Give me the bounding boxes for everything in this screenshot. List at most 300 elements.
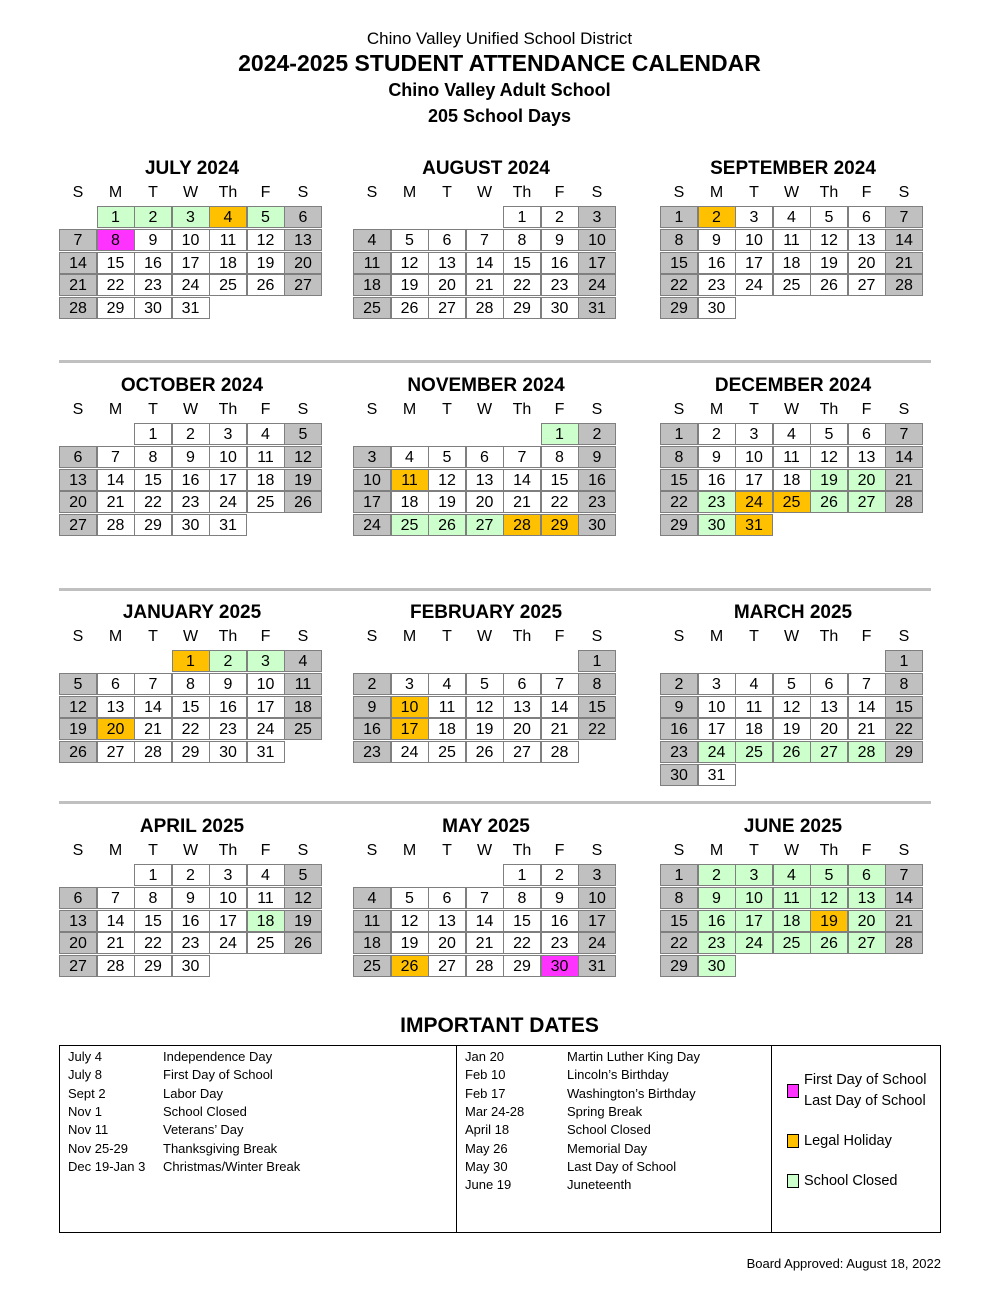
weekday-header: S bbox=[673, 628, 685, 645]
day-cell: 21 bbox=[503, 491, 541, 513]
day-cell: 23 bbox=[541, 274, 579, 296]
day-cell: 28 bbox=[503, 514, 541, 536]
day-cell: 25 bbox=[284, 718, 322, 740]
day-cell: 3 bbox=[735, 206, 773, 228]
weekday-header: S bbox=[297, 184, 309, 201]
weekday-header: F bbox=[554, 401, 565, 418]
day-cell: 20 bbox=[848, 469, 886, 491]
weekday-header: S bbox=[673, 184, 685, 201]
important-date: June 19 bbox=[465, 1177, 512, 1193]
day-cell: 26 bbox=[59, 741, 97, 763]
day-cell: 16 bbox=[353, 718, 391, 740]
day-cell: 23 bbox=[698, 491, 736, 513]
day-cell: 23 bbox=[578, 491, 616, 513]
day-cell: 23 bbox=[209, 718, 247, 740]
legal-holiday-swatch bbox=[787, 1134, 799, 1148]
day-cell: 27 bbox=[59, 955, 97, 977]
day-cell: 9 bbox=[353, 696, 391, 718]
weekday-header: S bbox=[366, 628, 378, 645]
day-cell: 26 bbox=[247, 274, 285, 296]
month-title: NOVEMBER 2024 bbox=[407, 375, 565, 396]
legend-first-day: First Day of School bbox=[804, 1072, 927, 1088]
day-cell: 8 bbox=[503, 887, 541, 909]
day-cell: 7 bbox=[885, 206, 923, 228]
day-cell: 7 bbox=[59, 229, 97, 251]
important-date: Nov 1 bbox=[68, 1103, 102, 1119]
day-cell: 18 bbox=[391, 491, 429, 513]
day-cell: 22 bbox=[660, 491, 698, 513]
day-cell: 12 bbox=[284, 887, 322, 909]
day-cell: 29 bbox=[660, 955, 698, 977]
day-cell: 10 bbox=[735, 887, 773, 909]
day-cell: 18 bbox=[209, 252, 247, 274]
weekday-header: M bbox=[402, 401, 417, 418]
day-cell: 5 bbox=[810, 864, 848, 886]
day-cell: 28 bbox=[466, 297, 504, 319]
day-cell: 8 bbox=[660, 229, 698, 251]
weekday-header: S bbox=[591, 628, 603, 645]
weekday-header: S bbox=[72, 842, 84, 859]
day-cell: 20 bbox=[848, 910, 886, 932]
day-cell: 2 bbox=[353, 673, 391, 695]
day-cell: 26 bbox=[391, 297, 429, 319]
weekday-header: F bbox=[260, 842, 271, 859]
day-cell: 17 bbox=[353, 491, 391, 513]
day-cell: 8 bbox=[134, 887, 172, 909]
day-cell: 6 bbox=[59, 446, 97, 468]
important-date: May 26 bbox=[465, 1140, 508, 1156]
row-divider bbox=[59, 360, 931, 363]
day-cell: 18 bbox=[428, 718, 466, 740]
weekday-header: W bbox=[182, 184, 199, 201]
day-cell: 11 bbox=[247, 887, 285, 909]
important-event: Memorial Day bbox=[567, 1140, 648, 1156]
weekday-header: S bbox=[366, 401, 378, 418]
day-cell: 28 bbox=[59, 297, 97, 319]
day-cell: 17 bbox=[735, 469, 773, 491]
day-cell: 22 bbox=[503, 274, 541, 296]
day-cell: 30 bbox=[134, 297, 172, 319]
day-cell: 16 bbox=[172, 910, 210, 932]
day-cell: 19 bbox=[391, 274, 429, 296]
weekday-header: F bbox=[861, 628, 872, 645]
day-cell: 4 bbox=[353, 229, 391, 251]
weekday-header: S bbox=[366, 842, 378, 859]
day-cell: 14 bbox=[97, 910, 135, 932]
legend-last-day: Last Day of School bbox=[804, 1093, 926, 1109]
day-cell: 16 bbox=[660, 718, 698, 740]
day-cell: 21 bbox=[885, 910, 923, 932]
day-cell: 18 bbox=[353, 932, 391, 954]
day-cell: 22 bbox=[97, 274, 135, 296]
important-date: Dec 19-Jan 3 bbox=[68, 1158, 146, 1174]
day-cell: 5 bbox=[391, 229, 429, 251]
day-cell: 20 bbox=[503, 718, 541, 740]
day-cell: 25 bbox=[353, 955, 391, 977]
important-event: Thanksgiving Break bbox=[163, 1140, 278, 1156]
day-cell: 28 bbox=[97, 955, 135, 977]
day-cell: 23 bbox=[660, 741, 698, 763]
month-title: APRIL 2025 bbox=[139, 816, 245, 837]
day-cell: 28 bbox=[885, 274, 923, 296]
day-cell: 22 bbox=[172, 718, 210, 740]
weekday-header: T bbox=[442, 842, 452, 859]
row-divider bbox=[59, 588, 931, 591]
day-cell: 17 bbox=[391, 718, 429, 740]
important-date: Nov 11 bbox=[68, 1122, 109, 1138]
day-cell: 12 bbox=[428, 469, 466, 491]
day-cell: 7 bbox=[885, 423, 923, 445]
day-cell: 24 bbox=[353, 514, 391, 536]
day-cell: 15 bbox=[134, 910, 172, 932]
day-cell: 20 bbox=[97, 718, 135, 740]
day-cell: 23 bbox=[698, 274, 736, 296]
day-cell: 1 bbox=[660, 864, 698, 886]
weekday-header: F bbox=[260, 401, 271, 418]
day-cell: 10 bbox=[735, 229, 773, 251]
weekday-header: T bbox=[442, 184, 452, 201]
day-cell: 8 bbox=[660, 887, 698, 909]
day-cell: 1 bbox=[172, 650, 210, 672]
day-cell: 25 bbox=[391, 514, 429, 536]
day-cell: 11 bbox=[773, 229, 811, 251]
weekday-header: W bbox=[783, 184, 800, 201]
day-cell: 2 bbox=[541, 864, 579, 886]
day-cell: 15 bbox=[578, 696, 616, 718]
day-cell: 14 bbox=[97, 469, 135, 491]
day-cell: 20 bbox=[848, 252, 886, 274]
day-cell: 22 bbox=[541, 491, 579, 513]
day-cell: 26 bbox=[284, 932, 322, 954]
first-last-day-swatch bbox=[787, 1084, 799, 1098]
day-cell: 29 bbox=[503, 297, 541, 319]
day-cell: 30 bbox=[698, 514, 736, 536]
day-cell: 25 bbox=[247, 491, 285, 513]
day-cell: 8 bbox=[660, 446, 698, 468]
day-cell: 24 bbox=[391, 741, 429, 763]
day-cell: 31 bbox=[698, 764, 736, 786]
day-cell: 5 bbox=[284, 423, 322, 445]
day-cell: 29 bbox=[541, 514, 579, 536]
day-cell: 17 bbox=[735, 252, 773, 274]
day-cell: 28 bbox=[848, 741, 886, 763]
weekday-header: F bbox=[554, 842, 565, 859]
day-cell: 24 bbox=[698, 741, 736, 763]
weekday-header: T bbox=[148, 401, 158, 418]
day-cell: 24 bbox=[735, 491, 773, 513]
day-cell: 11 bbox=[353, 252, 391, 274]
day-cell: 9 bbox=[209, 673, 247, 695]
month-title: JULY 2024 bbox=[144, 158, 240, 179]
important-date: July 8 bbox=[68, 1067, 102, 1083]
day-cell: 7 bbox=[97, 446, 135, 468]
day-cell: 5 bbox=[391, 887, 429, 909]
day-cell: 24 bbox=[578, 932, 616, 954]
day-cell: 14 bbox=[885, 229, 923, 251]
day-cell: 29 bbox=[660, 297, 698, 319]
day-cell: 12 bbox=[284, 446, 322, 468]
day-cell: 11 bbox=[428, 696, 466, 718]
day-cell: 8 bbox=[97, 229, 135, 251]
day-cell: 3 bbox=[698, 673, 736, 695]
important-event: Independence Day bbox=[163, 1049, 273, 1064]
day-cell: 6 bbox=[284, 206, 322, 228]
weekday-header: Th bbox=[819, 842, 839, 859]
day-cell: 12 bbox=[466, 696, 504, 718]
day-cell: 19 bbox=[284, 469, 322, 491]
day-cell: 4 bbox=[735, 673, 773, 695]
important-event: Lincoln’s Birthday bbox=[567, 1067, 669, 1083]
legend-legal-holiday: Legal Holiday bbox=[804, 1133, 892, 1149]
weekday-header: Th bbox=[218, 401, 238, 418]
day-cell: 11 bbox=[735, 696, 773, 718]
day-cell: 5 bbox=[810, 423, 848, 445]
important-event: Spring Break bbox=[567, 1103, 643, 1119]
weekday-header: F bbox=[260, 184, 271, 201]
weekday-header: S bbox=[297, 628, 309, 645]
day-cell: 26 bbox=[428, 514, 466, 536]
day-cell: 24 bbox=[172, 274, 210, 296]
day-cell: 25 bbox=[428, 741, 466, 763]
weekday-header: W bbox=[182, 842, 199, 859]
day-cell: 17 bbox=[578, 252, 616, 274]
weekday-header: M bbox=[709, 842, 724, 859]
day-cell: 22 bbox=[885, 718, 923, 740]
day-cell: 28 bbox=[885, 491, 923, 513]
day-cell: 21 bbox=[466, 932, 504, 954]
day-cell: 23 bbox=[353, 741, 391, 763]
day-cell: 3 bbox=[172, 206, 210, 228]
day-cell: 8 bbox=[172, 673, 210, 695]
day-cell: 30 bbox=[209, 741, 247, 763]
day-cell: 11 bbox=[209, 229, 247, 251]
important-event: School Closed bbox=[567, 1122, 651, 1138]
day-cell: 6 bbox=[848, 864, 886, 886]
day-cell: 18 bbox=[735, 718, 773, 740]
weekday-header: F bbox=[861, 842, 872, 859]
day-cell: 15 bbox=[660, 910, 698, 932]
weekday-header: F bbox=[861, 184, 872, 201]
day-cell: 17 bbox=[735, 910, 773, 932]
weekday-header: W bbox=[783, 842, 800, 859]
day-cell: 14 bbox=[466, 910, 504, 932]
weekday-header: Th bbox=[512, 184, 532, 201]
day-cell: 13 bbox=[810, 696, 848, 718]
day-cell: 14 bbox=[885, 446, 923, 468]
day-cell: 14 bbox=[541, 696, 579, 718]
weekday-header: W bbox=[476, 842, 493, 859]
day-cell: 22 bbox=[134, 491, 172, 513]
weekday-header: S bbox=[673, 842, 685, 859]
day-cell: 28 bbox=[97, 514, 135, 536]
weekday-header: Th bbox=[819, 628, 839, 645]
day-cell: 11 bbox=[773, 446, 811, 468]
row-divider bbox=[59, 801, 931, 804]
day-cell: 21 bbox=[541, 718, 579, 740]
weekday-header: Th bbox=[512, 401, 532, 418]
day-cell: 16 bbox=[134, 252, 172, 274]
day-cell: 5 bbox=[59, 673, 97, 695]
day-cell: 9 bbox=[541, 229, 579, 251]
month-title: MARCH 2025 bbox=[733, 602, 853, 623]
day-cell: 10 bbox=[698, 696, 736, 718]
day-cell: 8 bbox=[885, 673, 923, 695]
day-cell: 12 bbox=[247, 229, 285, 251]
day-cell: 16 bbox=[172, 469, 210, 491]
day-cell: 30 bbox=[698, 955, 736, 977]
day-cell: 24 bbox=[247, 718, 285, 740]
day-cell: 15 bbox=[134, 469, 172, 491]
day-cell: 13 bbox=[428, 252, 466, 274]
day-cell: 2 bbox=[698, 864, 736, 886]
day-cell: 3 bbox=[391, 673, 429, 695]
day-cell: 6 bbox=[428, 229, 466, 251]
day-cell: 13 bbox=[284, 229, 322, 251]
day-cell: 6 bbox=[810, 673, 848, 695]
important-event: Washington’s Birthday bbox=[567, 1085, 696, 1101]
day-cell: 4 bbox=[353, 887, 391, 909]
day-cell: 26 bbox=[810, 274, 848, 296]
weekday-header: S bbox=[898, 842, 910, 859]
day-cell: 13 bbox=[59, 469, 97, 491]
day-cell: 11 bbox=[353, 910, 391, 932]
day-cell: 6 bbox=[466, 446, 504, 468]
day-cell: 22 bbox=[660, 932, 698, 954]
day-cell: 8 bbox=[541, 446, 579, 468]
day-cell: 24 bbox=[578, 274, 616, 296]
weekday-header: M bbox=[108, 628, 123, 645]
month-title: SEPTEMBER 2024 bbox=[710, 158, 876, 179]
day-cell: 31 bbox=[247, 741, 285, 763]
day-cell: 23 bbox=[172, 932, 210, 954]
weekday-header: T bbox=[749, 628, 759, 645]
day-cell: 20 bbox=[284, 252, 322, 274]
day-cell: 17 bbox=[698, 718, 736, 740]
day-cell: 14 bbox=[848, 696, 886, 718]
day-cell: 17 bbox=[247, 696, 285, 718]
day-cell: 2 bbox=[134, 206, 172, 228]
day-cell: 1 bbox=[660, 423, 698, 445]
weekday-header: W bbox=[476, 184, 493, 201]
day-cell: 29 bbox=[503, 955, 541, 977]
day-cell: 9 bbox=[172, 446, 210, 468]
day-cell: 4 bbox=[284, 650, 322, 672]
day-cell: 17 bbox=[209, 910, 247, 932]
day-cell: 31 bbox=[578, 955, 616, 977]
day-cell: 27 bbox=[428, 297, 466, 319]
day-cell: 8 bbox=[503, 229, 541, 251]
day-cell: 18 bbox=[353, 274, 391, 296]
important-date: May 30 bbox=[465, 1158, 508, 1174]
day-cell: 12 bbox=[810, 229, 848, 251]
day-cell: 7 bbox=[503, 446, 541, 468]
day-cell: 2 bbox=[578, 423, 616, 445]
day-cell: 13 bbox=[466, 469, 504, 491]
day-cell: 11 bbox=[391, 469, 429, 491]
important-date: Nov 25-29 bbox=[68, 1140, 128, 1156]
weekday-header: T bbox=[749, 842, 759, 859]
day-cell: 17 bbox=[172, 252, 210, 274]
important-event: Martin Luther King Day bbox=[567, 1049, 700, 1064]
day-cell: 11 bbox=[284, 673, 322, 695]
day-cell: 20 bbox=[59, 932, 97, 954]
day-cell: 13 bbox=[59, 910, 97, 932]
day-cell: 11 bbox=[247, 446, 285, 468]
month-title: JANUARY 2025 bbox=[122, 602, 262, 623]
weekday-header: Th bbox=[819, 184, 839, 201]
day-cell: 16 bbox=[698, 910, 736, 932]
day-cell: 21 bbox=[466, 274, 504, 296]
day-cell: 15 bbox=[172, 696, 210, 718]
day-cell: 29 bbox=[660, 514, 698, 536]
weekday-header: M bbox=[402, 184, 417, 201]
weekday-header: T bbox=[148, 842, 158, 859]
weekday-header: T bbox=[148, 628, 158, 645]
day-cell: 27 bbox=[848, 274, 886, 296]
day-cell: 26 bbox=[391, 955, 429, 977]
month-title: OCTOBER 2024 bbox=[120, 375, 264, 396]
day-cell: 21 bbox=[97, 932, 135, 954]
day-cell: 18 bbox=[284, 696, 322, 718]
day-cell: 16 bbox=[209, 696, 247, 718]
day-cell: 30 bbox=[660, 764, 698, 786]
day-cell: 25 bbox=[247, 932, 285, 954]
day-cell: 15 bbox=[503, 252, 541, 274]
weekday-header: F bbox=[260, 628, 271, 645]
weekday-header: S bbox=[297, 842, 309, 859]
day-cell: 10 bbox=[353, 469, 391, 491]
weekday-header: T bbox=[148, 184, 158, 201]
weekday-header: W bbox=[182, 628, 199, 645]
day-cell: 15 bbox=[97, 252, 135, 274]
day-cell: 13 bbox=[428, 910, 466, 932]
day-cell: 30 bbox=[698, 297, 736, 319]
day-cell: 19 bbox=[247, 252, 285, 274]
day-cell: 29 bbox=[885, 741, 923, 763]
day-cell: 24 bbox=[209, 932, 247, 954]
day-cell: 9 bbox=[660, 696, 698, 718]
important-event: Labor Day bbox=[163, 1085, 223, 1101]
day-cell: 31 bbox=[209, 514, 247, 536]
day-cell: 26 bbox=[810, 932, 848, 954]
important-event: First Day of School bbox=[163, 1067, 273, 1083]
day-cell: 8 bbox=[578, 673, 616, 695]
day-cell: 13 bbox=[503, 696, 541, 718]
weekday-header: F bbox=[554, 628, 565, 645]
day-cell: 16 bbox=[698, 469, 736, 491]
day-cell: 14 bbox=[503, 469, 541, 491]
day-cell: 6 bbox=[97, 673, 135, 695]
important-date: Jan 20 bbox=[465, 1049, 505, 1064]
day-cell: 5 bbox=[773, 673, 811, 695]
day-cell: 4 bbox=[773, 206, 811, 228]
day-cell: 12 bbox=[59, 696, 97, 718]
weekday-header: W bbox=[783, 628, 800, 645]
day-cell: 19 bbox=[810, 910, 848, 932]
weekday-header: T bbox=[442, 628, 452, 645]
day-cell: 24 bbox=[735, 274, 773, 296]
day-cell: 20 bbox=[428, 274, 466, 296]
day-cell: 4 bbox=[773, 864, 811, 886]
day-cell: 9 bbox=[172, 887, 210, 909]
day-cell: 4 bbox=[247, 864, 285, 886]
weekday-header: S bbox=[591, 401, 603, 418]
day-cell: 10 bbox=[391, 696, 429, 718]
important-date: Feb 17 bbox=[465, 1085, 506, 1101]
day-cell: 21 bbox=[848, 718, 886, 740]
month-title: MAY 2025 bbox=[442, 816, 530, 837]
day-cell: 30 bbox=[541, 955, 579, 977]
